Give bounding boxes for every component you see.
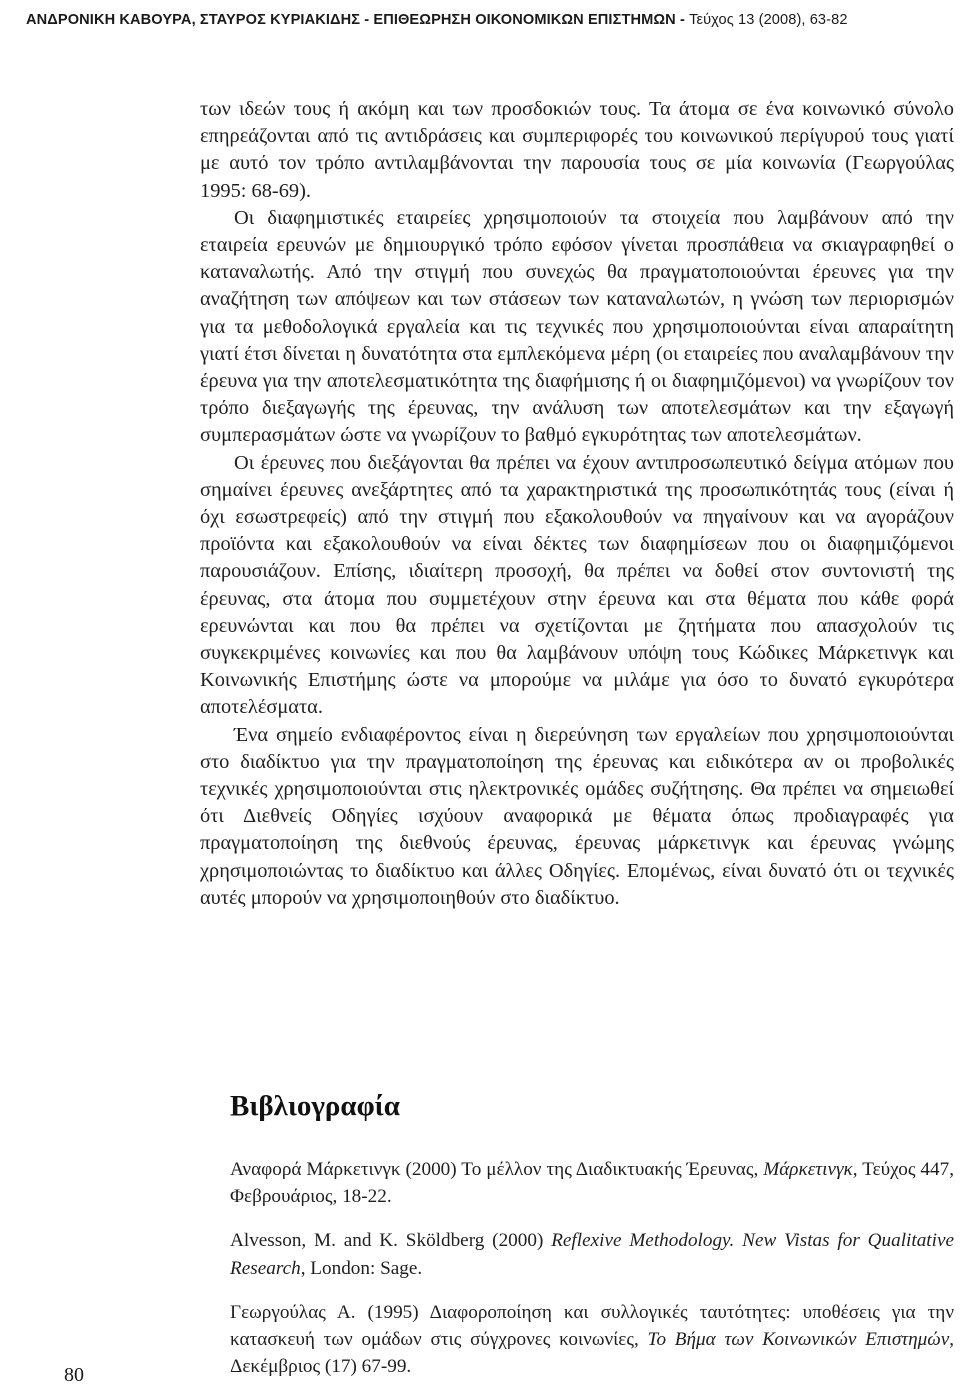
reference-list [230,1156,954,1397]
reference-text: , Δεκέμβριος (17) 67-99. [230,1329,955,1378]
header-authors-journal: ΑΝΔΡΟΝΙΚΗ ΚΑΒΟΥΡΑ, ΣΤΑΥΡΟΣ ΚΥΡΙΑΚΙΔΗΣ - ΕΠΙΘΕΩΡΗΣΗ ΟΙΚΟΝΟΜΙΚΩΝ ΕΠΙΣΤΗΜΩΝ - [26,12,690,28]
reference-item [230,1299,954,1381]
bibliography-heading: Βιβλιογραφία [230,1090,400,1122]
reference-text: Γεωργούλας Α. (1995) Διαφοροποίηση και συλλογικές ταυτότητες: υποθέσεις για την κατασκευή των ομάδων στις σύγχρονες κοινωνίες, [230,1301,954,1351]
page-number: 80 [64,1364,84,1386]
reference-text: Αναφορά Μάρκετινγκ (2000) Το μέλλον της Διαδικτυακής Έρευνας, [230,1159,764,1180]
paragraph-4: Ένα σημείο ενδιαφέροντος είναι η διερεύνηση των εργαλείων που χρησιμοποιούνται στο διαδίκτυο για την πραγματοποίηση της έρευνας και ειδικότερα αν οι προβολικές τεχνικές χρησιμοποιούνται στις ηλεκτρονικές ομάδες συζήτησης. Θα πρέπει να σημειωθεί ότι Διεθνείς Οδηγίες ισχύουν αναφορικά με θέματα όπως προδιαγραφές για πραγματοποίηση της διεθνούς έρευνας, έρευνας μάρκετινγκ και έρευνας γνώμης χρησιμοποιώντας το διαδίκτυο και άλλες Οδηγίες. Επομένως, είναι δυνατό ότι οι τεχνικές αυτές μπορούν να χρησιμοποιηθούν στο διαδίκτυο. [200,723,954,909]
header-issue: Τεύχος 13 (2008), 63-82 [689,12,848,28]
reference-text: Alvesson, M. and K. Sköldberg (2000) [230,1230,552,1252]
reference-text: , London: Sage. [300,1257,423,1279]
body-text [200,96,954,912]
reference-item [230,1156,954,1210]
paragraph-3: Οι έρευνες που διεξάγονται θα πρέπει να έχουν αντιπροσωπευτικό δείγμα ατόμων που σημαίνει έρευνες ανεξάρτητες από τα χαρακτηριστικά της προσωπικότητάς τους (είναι ή όχι εσωστρεφείς) από την στιγμή που εξακολουθούν να πηγαίνουν και να αγοράζουν προϊόντα και εξακολουθούν να είναι δέκτες των διαφημίσεων που οι διαφημιζόμενοι παρουσιάζουν. Επίσης, ιδιαίτερη προσοχή, θα πρέπει να δοθεί στον συντονιστή της έρευνας, στα άτομα που συμμετέχουν στην έρευνα και στα θέματα που κάθε φορά ερευνώνται και που θα πρέπει να σχετίζονται με ζητήματα που απασχολούν τις συγκεκριμένες κοινωνίες και που θα λαμβάνουν υπόψη τους Κώδικες Μάρκετινγκ και Κοινωνικής Επιστήμης ώστε να μπορούμε να μιλάμε για όσο το δυνατό εγκυρότερα αποτελέσματα. [200,451,954,719]
paragraph-1: των ιδεών τους ή ακόμη και των προσδοκιών τους. Τα άτομα σε ένα κοινωνικό σύνολο επηρεάζονται από τις αντιδράσεις και συμπεριφορές του κοινωνικού περίγυρού τους γιατί με αυτό τον τρόπο αντιλαμβάνονται την παρουσία τους σε μία κοινωνία (Γεωργούλας 1995: 68-69). [200,98,954,202]
paragraph-2: Οι διαφημιστικές εταιρείες χρησιμοποιούν τα στοιχεία που λαμβάνουν από την εταιρεία ερευνών με δημιουργικό τρόπο εφόσον γίνεται προσπάθεια να σκιαγραφηθεί ο καταναλωτής. Από την στιγμή που συνεχώς θα πραγματοποιούνται έρευνες για την αναζήτηση των απόψεων και των στάσεων των καταναλωτών, η γνώση των περιορισμών για τα μεθοδολογικά εργαλεία και τις τεχνικές που χρησιμοποιούνται είναι απαραίτητη γιατί έτσι δίνεται η δυνατότητα στα εμπλεκόμενα μέρη (οι εταιρείες που αναλαμβάνουν την έρευνα για την αποτελεσματικότητα της διαφήμισης ή οι διαφημιζόμενοι) να γνωρίζουν τον τρόπο διεξαγωγής της έρευνας, την ανάλυση των αποτελεσμάτων και την εξαγωγή συμπερασμάτων ώστε να γνωρίζουν το βαθμό εγκυρότητας των αποτελεσμάτων. [200,206,954,447]
reference-title: Reflexive Methodology. New Vistas for Qualitative Research [230,1230,954,1279]
reference-item [230,1227,954,1281]
reference-text: , Τεύχος 447, Φεβρουάριος, 18-22. [230,1159,954,1208]
running-header [26,12,936,28]
reference-title: Το Βήμα των Κοινωνικών Επιστημών [647,1329,950,1351]
reference-title: Μάρκετινγκ [763,1159,853,1180]
